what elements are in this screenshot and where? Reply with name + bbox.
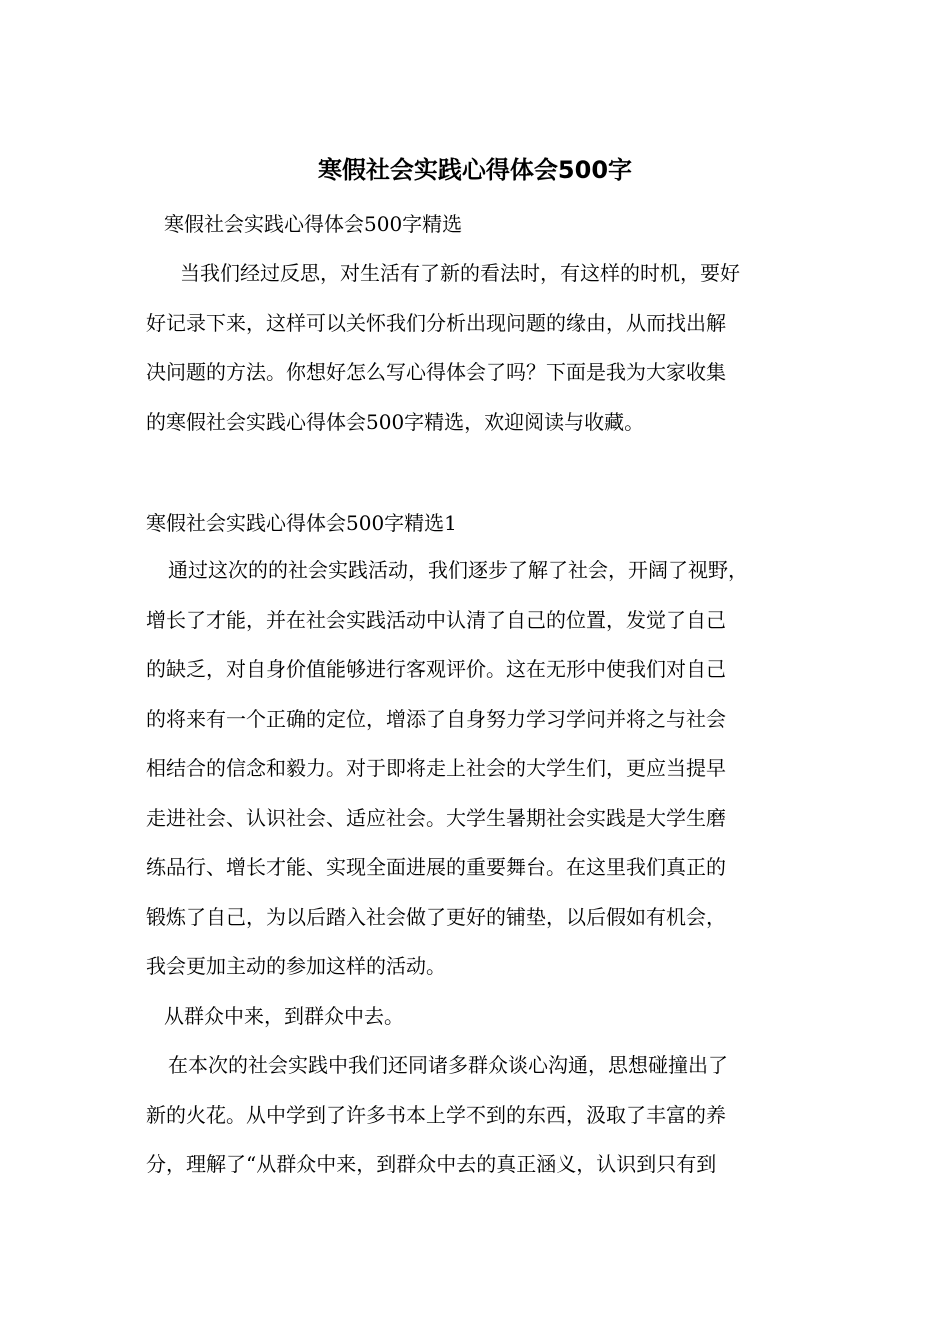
- text-line: 我会更加主动的参加这样的活动。: [146, 954, 446, 978]
- text-line: 决问题的方法。你想好怎么写心得体会了吗？下面是我为大家收集: [146, 360, 726, 384]
- section-paragraph: [146, 546, 826, 1190]
- section-heading: 寒假社会实践心得体会500字精选1: [146, 511, 457, 535]
- text-line: 的寒假社会实践心得体会500字精选，欢迎阅读与收藏。: [146, 409, 645, 434]
- text-line: 从群众中来，到群众中去。: [164, 1003, 404, 1028]
- document-title: 寒假社会实践心得体会500字: [317, 156, 633, 184]
- text-line: 好记录下来，这样可以关怀我们分析出现问题的缘由，从而找出解: [146, 310, 726, 335]
- text-line: 通过这次的的社会实践活动，我们逐步了解了社会，开阔了视野，: [168, 558, 748, 582]
- text-line: 的将来有一个正确的定位，增添了自身努力学习学问并将之与社会: [146, 706, 726, 731]
- text-line: 练品行、增长才能、实现全面进展的重要舞台。在这里我们真正的: [146, 855, 726, 879]
- intro-paragraph: [146, 249, 826, 447]
- text-line: 增长了才能，并在社会实践活动中认清了自己的位置，发觉了自己: [146, 607, 726, 632]
- document-subtitle: 寒假社会实践心得体会500字精选: [164, 212, 463, 236]
- text-line: 分，理解了“从群众中来，到群众中去的真正涵义，认识到只有到: [146, 1152, 717, 1176]
- text-line: 新的火花。从中学到了许多书本上学不到的东西，汲取了丰富的养: [146, 1102, 726, 1127]
- text-line: 相结合的信念和毅力。对于即将走上社会的大学生们，更应当提早: [146, 756, 726, 780]
- text-line: 在本次的社会实践中我们还同诸多群众谈心沟通，思想碰撞出了: [168, 1053, 728, 1077]
- text-line: 的缺乏，对自身价值能够进行客观评价。这在无形中使我们对自己: [146, 657, 726, 681]
- text-line: 锻炼了自己，为以后踏入社会做了更好的铺垫，以后假如有机会，: [146, 904, 726, 929]
- text-line: 当我们经过反思，对生活有了新的看法时，有这样的时机，要好: [180, 261, 740, 285]
- text-line: 走进社会、认识社会、适应社会。大学生暑期社会实践是大学生磨: [146, 805, 726, 830]
